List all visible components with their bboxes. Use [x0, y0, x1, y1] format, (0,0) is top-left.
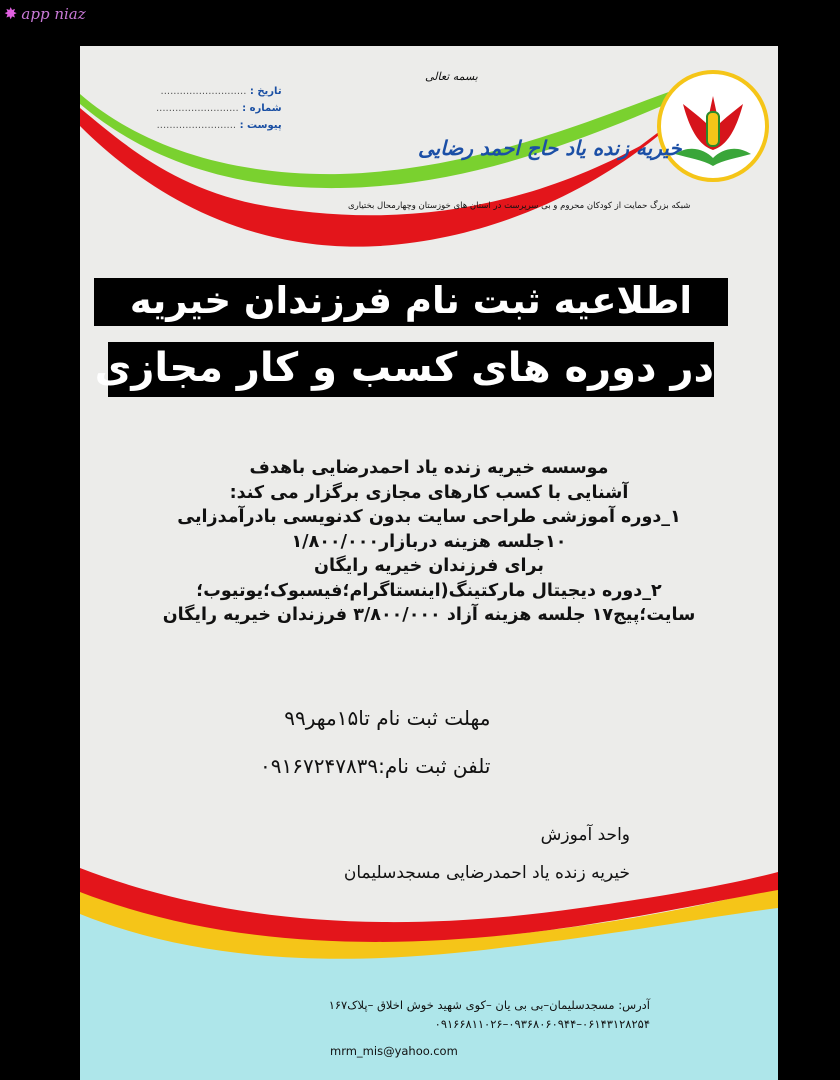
tulip-icon — [661, 74, 765, 178]
body-line: ۱۰جلسه هزینه دربازار۱/۸۰۰/۰۰۰ — [291, 531, 567, 552]
headline-line-1: اطلاعیه ثبت نام فرزندان خیریه — [94, 278, 728, 326]
announcement-paper — [80, 46, 778, 1080]
watermark: ✸ app niaz — [4, 4, 86, 23]
basmala: بسمه تعالی — [425, 70, 478, 83]
letter-meta — [156, 86, 282, 137]
phone-text: تلفن ثبت نام:۰۹۱۶۷۲۴۷۸۳۹ — [260, 754, 491, 778]
headline-line-2: در دوره های کسب و کار مجازی — [108, 342, 714, 397]
body-line: ۱_دوره آموزشی طراحی سایت بدون کدنویسی بادرآمدزایی — [177, 507, 681, 527]
deadline-text: مهلت ثبت نام تا۱۵مهر۹۹ — [284, 706, 491, 730]
body-line: ۲_دوره دیجیتال مارکتینگ(اینستاگرام؛فیسبوک؛یوتیوب؛ — [196, 580, 662, 601]
footer-phones: ۰۶۱۴۳۱۲۸۲۵۴–۰۹۳۶۸۰۶۰۹۴۴–۰۹۱۶۶۸۱۱۰۲۶ — [434, 1017, 650, 1031]
body-line: موسسه خیریه زنده یاد احمدرضایی باهدف — [249, 458, 609, 478]
footer-address: آدرس: مسجدسلیمان–بی بی یان –کوی شهید خوش اخلاق –پلاک۱۶۷ — [328, 998, 650, 1012]
body-line: برای فرزندان خیریه رایگان — [314, 556, 544, 576]
body-line: سایت؛پیج۱۷ جلسه هزینه آزاد ۳/۸۰۰/۰۰۰ فرزندان خیریه رایگان — [162, 605, 696, 625]
footer-email: mrm_mis@yahoo.com — [330, 1044, 458, 1058]
organization-subtitle: شبکه بزرگ حمایت از کودکان محروم و بی سرپرست در استان های خوزستان وچهارمحال بختیاری — [348, 201, 691, 211]
number-field: شماره : .......................... — [156, 103, 282, 114]
attachment-field: پیوست : ......................... — [156, 120, 282, 131]
charity-logo — [657, 70, 769, 182]
flower-icon: ✸ — [4, 4, 18, 23]
organization-name: خیریه زنده یاد حاج احمد رضایی — [418, 136, 682, 160]
unit-name: واحد آموزش — [540, 825, 630, 845]
body-line: آشنایی با کسب کارهای مجازی برگزار می کند: — [229, 482, 629, 503]
signature-block — [220, 816, 630, 892]
date-field: تاریخ : ........................... — [160, 86, 282, 97]
announcement-body — [80, 456, 778, 628]
registration-info — [260, 694, 490, 790]
footer-contact — [240, 996, 650, 1034]
org-location: خیریه زنده یاد احمدرضایی مسجدسلیمان — [343, 863, 630, 883]
